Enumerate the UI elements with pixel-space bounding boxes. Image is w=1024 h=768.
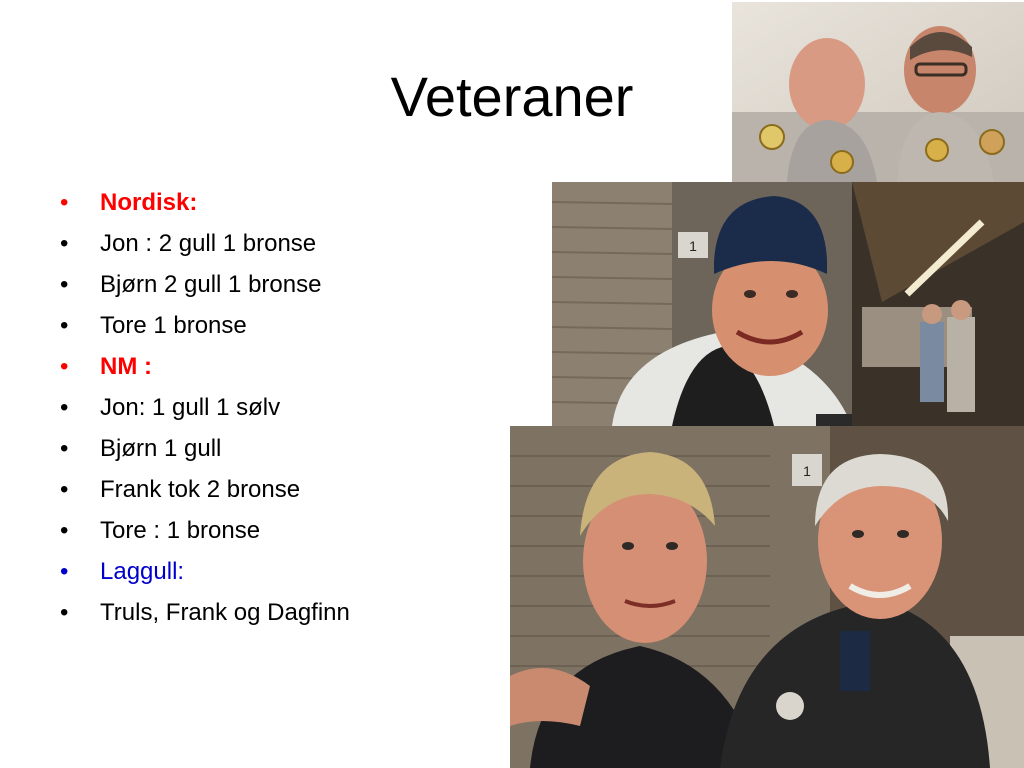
bullet-text: Nordisk: — [100, 189, 198, 216]
bullet-text: Bjørn 2 gull 1 bronse — [100, 271, 322, 298]
bullet-item — [60, 387, 500, 428]
two-men-embracing-photo — [510, 426, 1024, 768]
bullet-item — [60, 305, 500, 346]
bullet-text: Jon : 2 gull 1 bronse — [100, 230, 317, 257]
bullet-text: Frank tok 2 bronse — [100, 476, 301, 503]
bullet-marker: • — [60, 558, 69, 585]
bullet-marker: • — [60, 353, 69, 380]
bullet-text: Bjørn 1 gull — [100, 435, 222, 462]
bullet-marker: • — [60, 394, 69, 421]
svg-text:1: 1 — [689, 238, 697, 254]
bullet-marker: • — [60, 312, 69, 339]
bullet-text: Laggull: — [100, 558, 185, 585]
bullet-marker: • — [60, 517, 69, 544]
bullet-item — [60, 182, 500, 223]
bullet-item — [60, 223, 500, 264]
bullet-list — [60, 182, 500, 633]
bullet-item — [60, 469, 500, 510]
bullet-text: Tore 1 bronse — [100, 312, 247, 339]
veteran-in-cap-photo — [552, 182, 1024, 426]
slide-title: Veteraner — [390, 65, 634, 128]
bullet-marker: • — [60, 435, 69, 462]
bullet-item — [60, 264, 500, 305]
bullet-marker: • — [60, 230, 69, 257]
bullet-text: Tore : 1 bronse — [100, 517, 261, 544]
two-veterans-with-medals-photo — [732, 2, 1024, 182]
bullet-item — [60, 592, 500, 633]
bullet-marker: • — [60, 476, 69, 503]
bullet-marker: • — [60, 599, 69, 626]
bullet-text: Jon: 1 gull 1 sølv — [100, 394, 281, 421]
bullet-item — [60, 551, 500, 592]
bullet-marker: • — [60, 271, 69, 298]
bullet-item — [60, 346, 500, 387]
bullet-text: Truls, Frank og Dagfinn — [100, 599, 350, 626]
bullet-item — [60, 428, 500, 469]
bullet-text: NM : — [100, 353, 152, 380]
svg-text:1: 1 — [803, 463, 811, 479]
bullet-item — [60, 510, 500, 551]
bullet-marker: • — [60, 189, 69, 216]
